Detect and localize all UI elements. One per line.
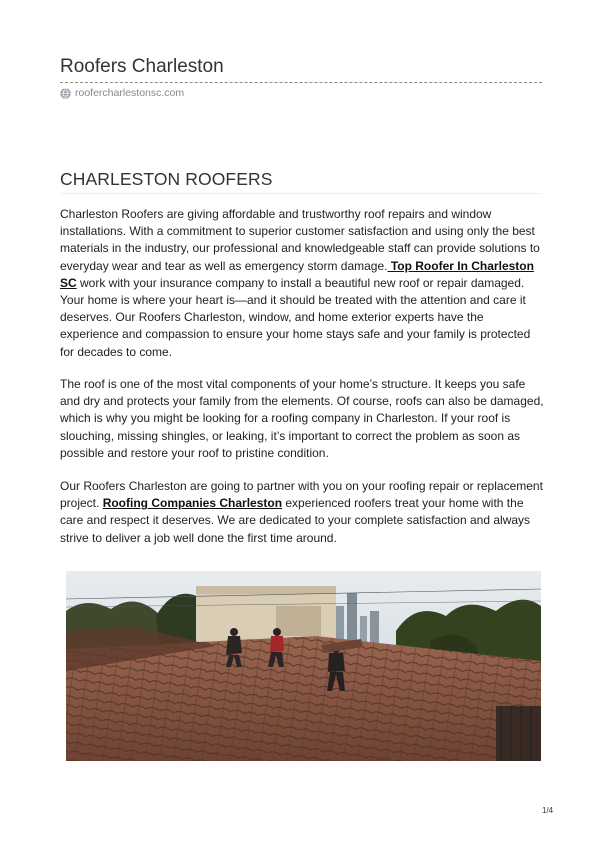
paragraph-intro [60,206,544,361]
header-divider [60,82,542,83]
source-url-line[interactable] [60,87,184,99]
globe-icon [60,88,71,99]
paragraph-partner-text-b: experienced roofers treat your home with the care and respect it deserves. We are dedicated to your complete satisfaction and always strive to deliver a job well done the first time around. [60,496,531,545]
roofing-companies-link[interactable]: Roofing Companies Charleston [102,496,283,511]
source-domain[interactable]: roofercharlestonsc.com [75,87,185,99]
heading-divider [60,193,542,194]
paragraph-partner-text-a: Our Roofers Charleston are going to partner with you on your roofing repair or replacement project. [60,479,543,511]
top-roofer-link[interactable]: Top Roofer In Charleston SC [60,258,534,290]
paragraph-intro-text-a: Charleston Roofers are giving affordable and trustworthy roof repairs and window installations. With a commitment to superior customer satisfaction and using only the best materials in the industry, our professional and knowledgeable staff can provide solutions to everyday wear and tear as well as emergency storm damage. [60,207,540,273]
paragraph-roof-importance: The roof is one of the most vital components of your home’s structure. It keeps you safe and dry and protects your family from the elements. Of course, roofs can also be damaged, which is why you might be looking for a roofing company in Charleston. If your roof is slouching, missing shingles, or leaking, it’s important to correct the problem as soon as possible and restore your roof to pristine condition. [60,377,544,460]
roofers-working-photo [66,571,541,761]
section-heading: CHARLESTON ROOFERS [60,169,273,189]
site-title: Roofers Charleston [60,56,224,77]
paragraph-intro-text-b: work with your insurance company to install a beautiful new roof or repair damaged. Your home is where your heart is—and it should be treated with the attention and care it deserves. Our Roofers Charleston, window, and home exterior experts have the experience and compassion to ensure your home stays safe and your family is protected for decades to come. [60,275,531,359]
paragraph-partner [60,478,544,547]
page-number: 1/4 [542,806,554,815]
